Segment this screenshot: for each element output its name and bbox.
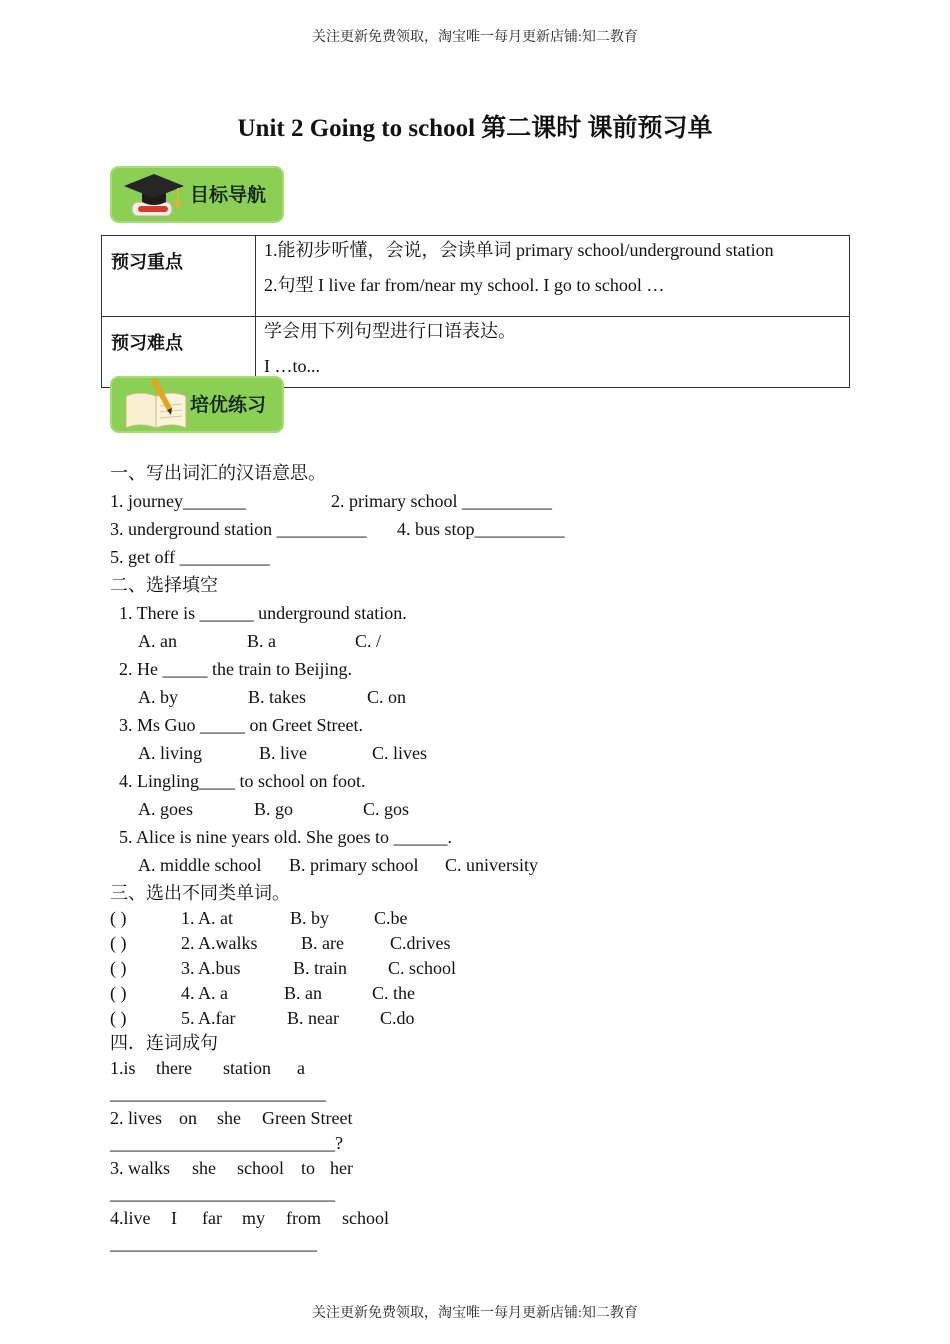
word-item: station <box>223 1058 271 1078</box>
option: A. goes <box>138 799 193 819</box>
goal-banner-label: 目标导航 <box>190 184 267 206</box>
option: C. lives <box>372 743 428 763</box>
question: 2. He _____ the train to Beijing. <box>119 659 352 679</box>
word-item: from <box>286 1208 321 1228</box>
question: 5. Alice is nine years old. She goes to ______. <box>119 827 452 847</box>
option: B. takes <box>248 687 306 707</box>
word-item: I <box>171 1208 177 1228</box>
option: C. school <box>388 958 457 978</box>
word-item: Green Street <box>262 1108 353 1128</box>
option: A. an <box>138 631 177 651</box>
option: B. primary school <box>289 855 419 875</box>
word-item: she <box>217 1108 241 1128</box>
vocab-item: 4. bus stop__________ <box>397 519 565 539</box>
option: 5. A.far <box>181 1008 236 1028</box>
goals-table <box>101 235 850 388</box>
option: B. train <box>293 958 347 978</box>
notebook-pencil-icon <box>120 378 192 432</box>
option: 1. A. at <box>181 908 233 928</box>
content-line: I …to... <box>264 356 320 376</box>
option: B. near <box>287 1008 339 1028</box>
option: 4. A. a <box>181 983 228 1003</box>
practice-banner <box>110 376 284 433</box>
option: B. a <box>247 631 276 651</box>
section1-heading: 一、写出词汇的汉语意思。 <box>110 463 326 483</box>
answer-line[interactable]: _______________________ <box>110 1233 317 1253</box>
content-line: 学会用下列句型进行口语表达。 <box>264 321 516 341</box>
word-item: on <box>179 1108 197 1128</box>
word-item: 2. lives <box>110 1108 162 1128</box>
vocab-item: 5. get off __________ <box>110 547 270 567</box>
answer-paren: ( ) <box>110 933 127 953</box>
option: C.do <box>380 1008 415 1028</box>
question: 1. There is ______ underground station. <box>119 603 407 623</box>
option: C.be <box>374 908 408 928</box>
answer-paren: ( ) <box>110 983 127 1003</box>
vocab-item: 1. journey_______ <box>110 491 246 511</box>
row-label: 预习重点 <box>102 236 256 317</box>
goal-banner <box>110 166 284 223</box>
word-item: my <box>242 1208 266 1228</box>
option: A. middle school <box>138 855 262 875</box>
word-item: a <box>297 1058 305 1078</box>
section3-heading: 三、选出不同类单词。 <box>110 883 290 903</box>
word-item: school <box>237 1158 284 1178</box>
content-line: 2.句型 I live far from/near my school. I go to school … <box>264 275 665 295</box>
option: B. by <box>290 908 330 928</box>
option: A. by <box>138 687 178 707</box>
option: C. / <box>355 631 382 651</box>
option: C. on <box>367 687 407 707</box>
vocab-item: 3. underground station __________ <box>110 519 367 539</box>
option: C. the <box>372 983 415 1003</box>
page-header: 关注更新免费领取，淘宝唯一每月更新店铺:知二教育 <box>312 30 638 45</box>
practice-banner-label: 培优练习 <box>190 394 267 416</box>
word-item: 3. walks <box>110 1158 170 1178</box>
word-item: there <box>156 1058 192 1078</box>
section4-heading: 四．连词成句 <box>110 1033 218 1053</box>
word-item: her <box>330 1158 353 1178</box>
graduation-cap-icon <box>118 168 190 222</box>
option: B. are <box>301 933 344 953</box>
word-item: school <box>342 1208 389 1228</box>
word-item: 1.is <box>110 1058 136 1078</box>
content-line: 1.能初步听懂，会说，会读单词 primary school/underground station <box>264 240 774 260</box>
vocab-item: 2. primary school __________ <box>331 491 552 511</box>
row-content <box>256 317 850 388</box>
answer-line[interactable]: _________________________? <box>110 1133 343 1153</box>
row-content <box>256 236 850 317</box>
answer-paren: ( ) <box>110 1008 127 1028</box>
question: 4. Lingling____ to school on foot. <box>119 771 366 791</box>
word-item: to <box>301 1158 316 1178</box>
answer-line[interactable]: ________________________ <box>110 1083 326 1103</box>
section2-heading: 二、选择填空 <box>110 575 218 595</box>
page-footer: 关注更新免费领取，淘宝唯一每月更新店铺:知二教育 <box>312 1306 638 1321</box>
word-item: 4.live <box>110 1208 151 1228</box>
option: B. go <box>254 799 294 819</box>
answer-paren: ( ) <box>110 908 127 928</box>
option: A. living <box>138 743 203 763</box>
word-item: far <box>202 1208 222 1228</box>
option: 2. A.walks <box>181 933 258 953</box>
option: C.drives <box>390 933 451 953</box>
answer-paren: ( ) <box>110 958 127 978</box>
row-label: 预习难点 <box>102 317 256 388</box>
option: C. gos <box>363 799 410 819</box>
question: 3. Ms Guo _____ on Greet Street. <box>119 715 363 735</box>
option: B. live <box>259 743 307 763</box>
table-row <box>102 236 850 317</box>
option: C. university <box>445 855 538 875</box>
option: 3. A.bus <box>181 958 241 978</box>
page-title: Unit 2 Going to school 第二课时 课前预习单 <box>237 115 713 142</box>
option: B. an <box>284 983 322 1003</box>
word-item: she <box>192 1158 216 1178</box>
answer-line[interactable]: _________________________ <box>110 1183 335 1203</box>
